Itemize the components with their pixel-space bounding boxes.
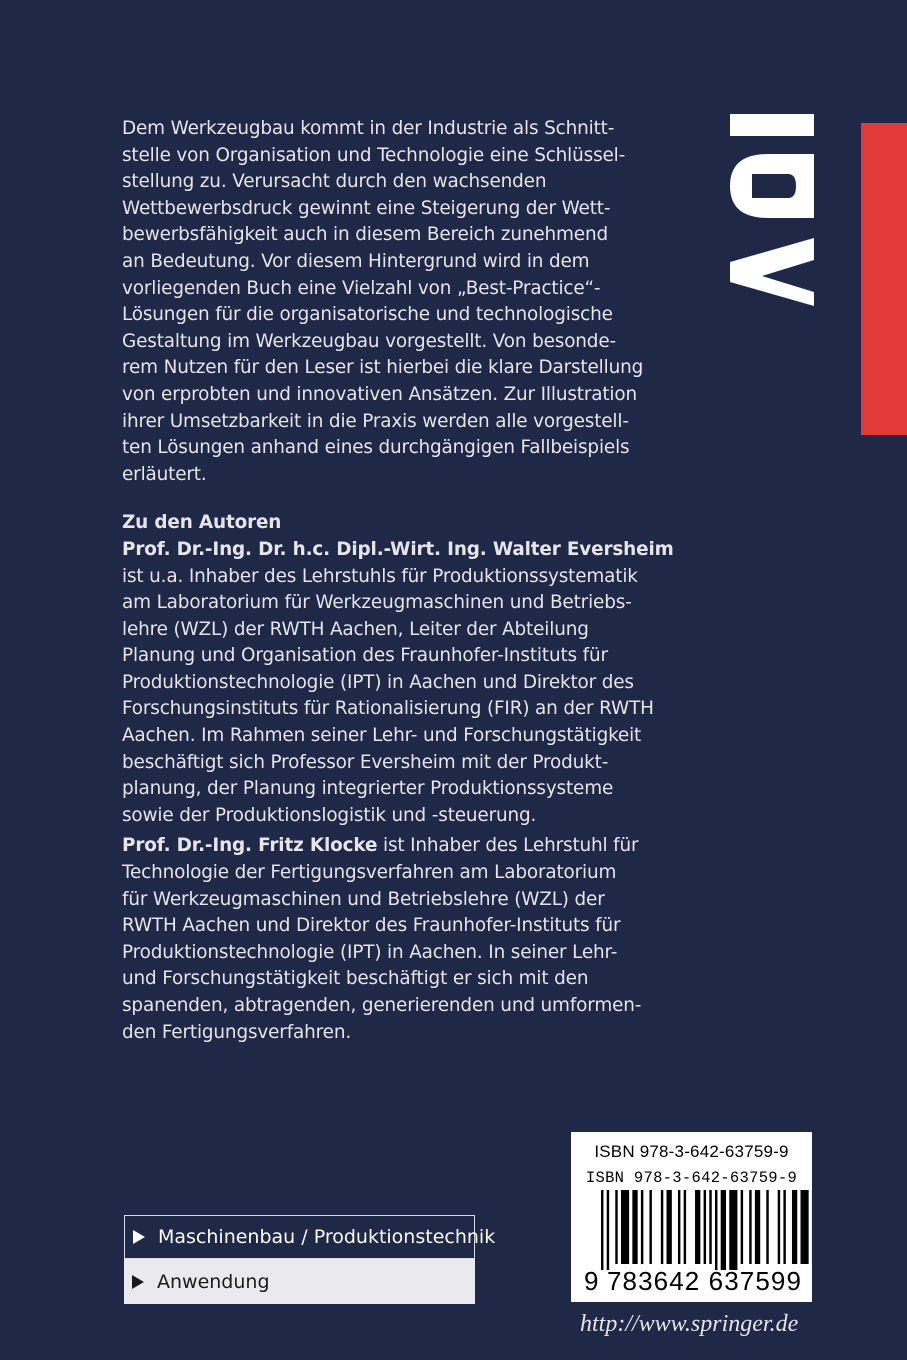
barcode-bar (749, 1190, 751, 1264)
barcode-bar (792, 1190, 797, 1264)
author2-bio (122, 833, 682, 1046)
barcode-bar (755, 1190, 760, 1264)
ean-remaining-digits: 783642 637599 (607, 1266, 803, 1296)
vdi-logo-icon (722, 110, 814, 308)
barcode-bar (621, 1190, 629, 1264)
text-line: Technologie der Fertigungsverfahren am Laboratorium (122, 862, 617, 884)
text-line: erläutert. (122, 463, 207, 485)
barcode-bar (715, 1190, 717, 1270)
author1-name: Prof. Dr.-Ing. Dr. h.c. Dipl.-Wirt. Ing. Walter Eversheim (122, 538, 674, 560)
red-accent-bar (861, 123, 907, 435)
author1-bio (122, 537, 682, 830)
text-line: von erprobten und innovativen Ansätzen. Zur Illustration (122, 383, 637, 405)
text-line: vorliegenden Buch eine Vielzahl von „Best-Practice“- (122, 277, 601, 299)
barcode-bar (709, 1190, 711, 1264)
text-line: Lösungen für die organisatorische und technologische (122, 304, 613, 326)
text-line: bewerbsfähigkeit auch in diesem Bereich zunehmend (122, 224, 608, 246)
category-secondary (124, 1259, 475, 1304)
isbn-barcode-box (571, 1132, 812, 1302)
text-line: rem Nutzen für den Leser ist hierbei die klare Darstellung (122, 357, 644, 379)
barcode-bar (678, 1190, 680, 1264)
barcode-bar (607, 1190, 609, 1270)
ean-first-digit: 9 (584, 1266, 599, 1296)
triangle-right-icon (132, 1275, 144, 1289)
text-line: am Laboratorium für Werkzeugmaschinen und Betriebs- (122, 592, 632, 614)
category-primary-label: Maschinenbau / Produktionstechnik (158, 1226, 496, 1248)
text-line: den Fertigungsverfahren. (122, 1021, 352, 1043)
text-line: stellung zu. Verursacht durch den wachsenden (122, 171, 547, 193)
text-line: Produktionstechnologie (IPT) in Aachen und Direktor des (122, 671, 634, 693)
text-line: Produktionstechnologie (IPT) in Aachen. In seiner Lehr- (122, 941, 618, 963)
text-line: RWTH Aachen und Direktor des Fraunhofer-Instituts für (122, 915, 621, 937)
text-line: Aachen. Im Rahmen seiner Lehr- und Forschungstätigkeit (122, 725, 642, 747)
text-line: an Bedeutung. Vor diesem Hintergrund wird in dem (122, 250, 590, 272)
barcode-bar (667, 1190, 672, 1264)
text-line: spanenden, abtragenden, generierenden und umformen- (122, 995, 642, 1016)
author2-name: Prof. Dr.-Ing. Fritz Klocke (122, 835, 378, 857)
text-line: Wettbewerbsdruck gewinnt eine Steigerung der Wett- (122, 197, 611, 219)
barcode-icon (571, 1190, 812, 1270)
text-line: lehre (WZL) der RWTH Aachen, Leiter der Abteilung (122, 618, 589, 640)
text-column (122, 116, 682, 1046)
text-line: ten Lösungen anhand eines durchgängigen Fallbeispiels (122, 437, 630, 459)
triangle-right-icon (133, 1230, 145, 1244)
text-line: ist u.a. Inhaber des Lehrstuhls für Produktionssystematik (122, 565, 638, 587)
text-line: Planung und Organisation des Fraunhofer-Instituts für (122, 645, 608, 667)
barcode-bar (741, 1190, 743, 1264)
text-line: sowie der Produktionslogistik und -steuerung. (122, 804, 537, 826)
text-line: Gestaltung im Werkzeugbau vorgestellt. Von besonde- (122, 330, 616, 352)
category-primary (124, 1215, 496, 1259)
barcode-bar (729, 1190, 737, 1270)
text-line: planung, der Planung integrierter Produktionssysteme (122, 778, 614, 800)
barcode-bar (649, 1190, 651, 1264)
text-line: ihrer Umsetzbarkeit in die Praxis werden alle vorgestell- (122, 410, 629, 432)
text-line: beschäftigt sich Professor Eversheim mit der Produkt- (122, 751, 609, 773)
category-box (124, 1215, 496, 1304)
barcode-bar (684, 1190, 686, 1264)
barcode-bar (632, 1190, 637, 1264)
barcode-bar (721, 1190, 726, 1270)
text-line: für Werkzeugmaschinen und Betriebslehre (WZL) der (122, 888, 605, 910)
description-paragraph (122, 116, 682, 488)
author2-intro: ist Inhaber des Lehrstuhl für (377, 835, 639, 857)
barcode-bar (601, 1190, 603, 1270)
text-line: und Forschungstätigkeit beschäftigt er sich mit den (122, 968, 589, 990)
publisher-url: http://www.springer.de (580, 1311, 799, 1337)
authors-heading: Zu den Autoren (122, 512, 282, 534)
barcode-bar (704, 1190, 706, 1264)
barcode-bar (695, 1190, 700, 1264)
text-line: Dem Werkzeugbau kommt in der Industrie als Schnitt- (122, 118, 615, 139)
barcode-bar (641, 1190, 643, 1264)
text-line: Forschungsinstituts für Rationalisierung (FIR) an der RWTH (122, 698, 654, 720)
barcode-bar (661, 1190, 663, 1264)
isbn-mono-label: ISBN 978-3-642-63759-9 (585, 1169, 798, 1187)
barcode-bar (615, 1190, 617, 1264)
text-line: stelle von Organisation und Technologie eine Schlüssel- (122, 144, 626, 166)
barcode-bar (766, 1190, 768, 1264)
barcode-bar (778, 1190, 780, 1264)
category-secondary-label: Anwendung (157, 1270, 270, 1293)
barcode-bar (783, 1190, 785, 1264)
barcode-bar (801, 1190, 809, 1264)
isbn-label: ISBN 978-3-642-63759-9 (594, 1142, 789, 1161)
